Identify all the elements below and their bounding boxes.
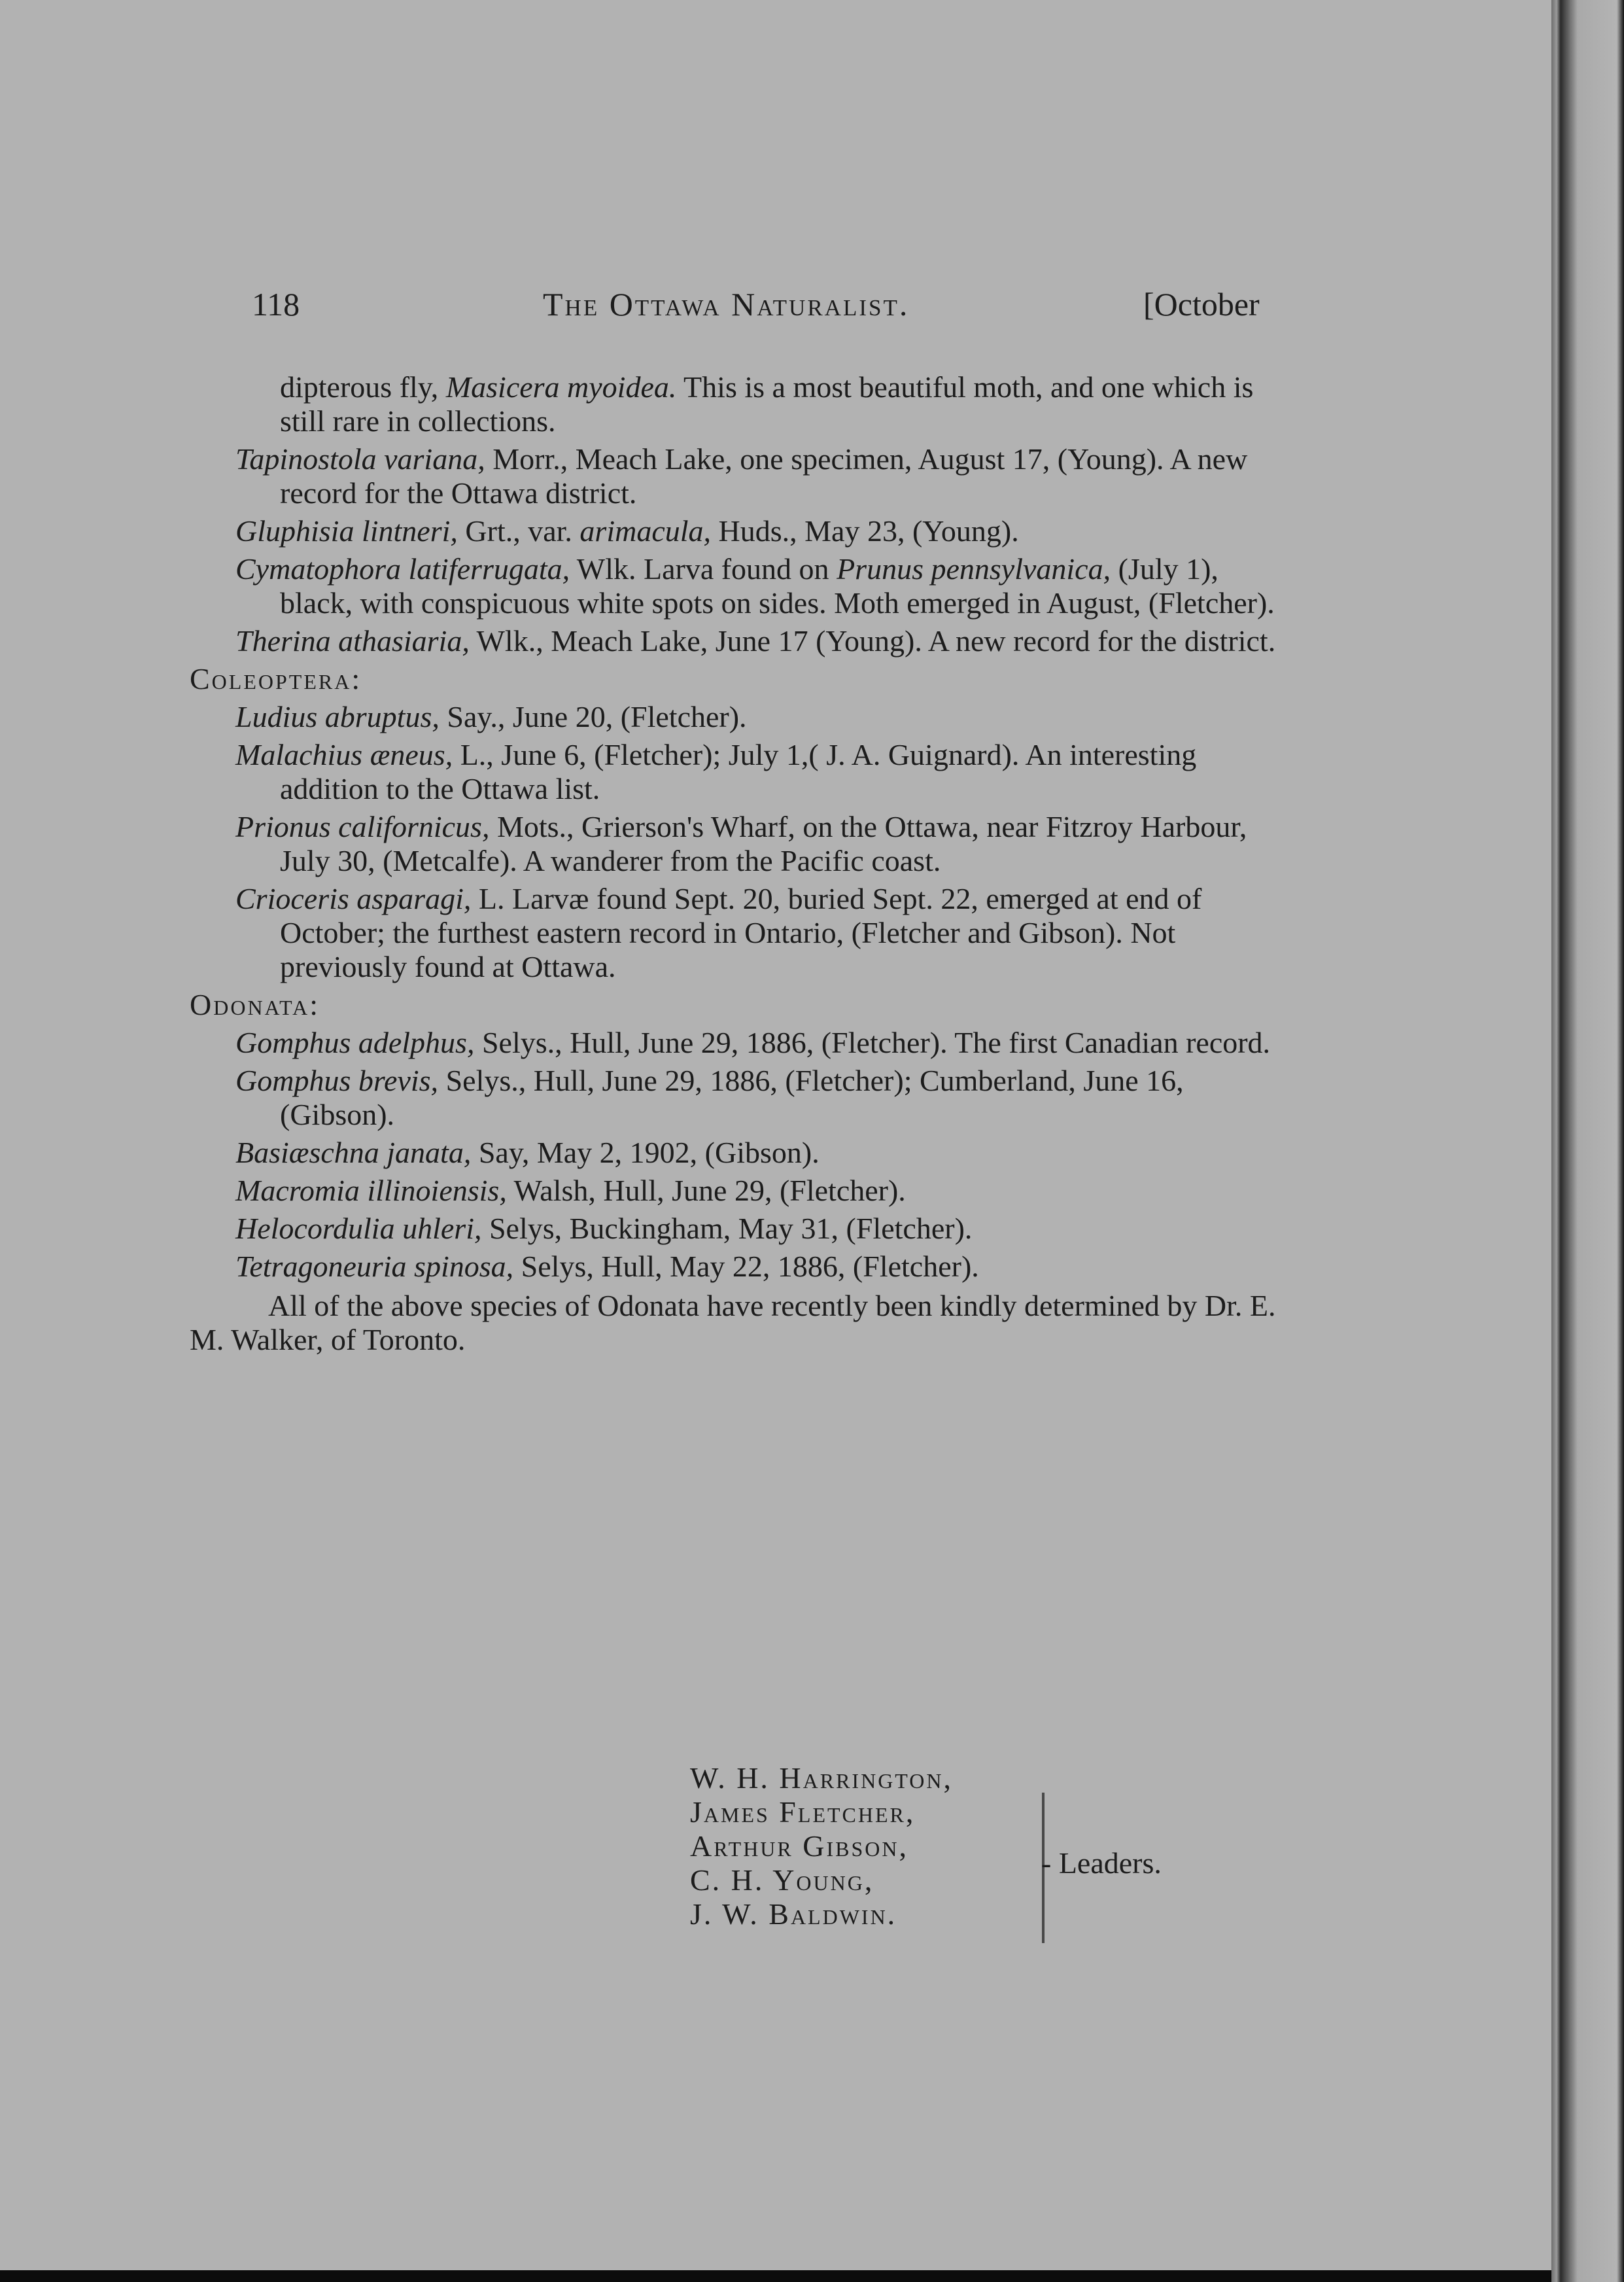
species-name: Therina athasiaria, [235, 624, 470, 658]
section-heading-coleoptera: Coleoptera: [190, 662, 362, 695]
signatory: C. H. Young, [690, 1863, 874, 1897]
species-entry: Gomphus brevis, Selys., Hull, June 29, 1886, (Fletcher); Cumberland, June 16, (Gibson). [235, 1064, 1184, 1131]
species-name: Tetragoneuria spinosa, [235, 1250, 514, 1283]
species-entry: Malachius æneus, L., June 6, (Fletcher); July 1,( J. A. Guignard). An interesting addition to the Ottawa list. [235, 738, 1197, 805]
article-body [190, 370, 1288, 1357]
leaders-label: - Leaders. [1041, 1846, 1162, 1880]
page-number: 118 [252, 286, 300, 323]
closing-paragraph: All of the above species of Odonata have recently been kindly determined by Dr. E. M. Walker, of Toronto. [190, 1289, 1276, 1356]
species-entry: Gluphisia lintneri, Grt., var. arimacula, Huds., May 23, (Young). [235, 514, 1019, 548]
species-name: Gomphus adelphus, [235, 1026, 475, 1059]
signatory: W. H. Harrington, [690, 1761, 953, 1795]
species-name: Macromia illinoiensis, [235, 1174, 507, 1207]
species-entry: Therina athasiaria, Wlk., Meach Lake, June 17 (Young). A new record for the district. [235, 624, 1276, 658]
species-name: Gomphus brevis, [235, 1064, 439, 1097]
species-entry: Macromia illinoiensis, Walsh, Hull, June 29, (Fletcher). [235, 1174, 906, 1207]
species-entry: Tapinostola variana, Morr., Meach Lake, one specimen, August 17, (Young). A new record for the Ottawa district. [235, 442, 1248, 510]
species-name: Ludius abruptus, [235, 700, 440, 733]
species-name: Crioceris asparagi, [235, 882, 472, 915]
variety-name: arimacula, [579, 514, 712, 548]
species-entry: Ludius abruptus, Say., June 20, (Fletcher). [235, 700, 747, 733]
continued-paragraph: dipterous fly, Masicera myoidea. This is a most beautiful moth, and one which is still rare in collections. [280, 370, 1254, 438]
running-head [0, 285, 1551, 331]
species-name: Tapinostola variana, [235, 442, 485, 476]
signature-block [690, 1761, 953, 1931]
species-name: Malachius æneus, [235, 738, 453, 771]
species-name: Helocordulia uhleri, [235, 1212, 482, 1245]
journal-title: The Ottawa Naturalist. [543, 286, 910, 323]
species-entry: Crioceris asparagi, L. Larvæ found Sept. 20, buried Sept. 22, emerged at end of October; the furthest eastern record in Ontario, (Fletcher and Gibson). Not previously found at Ottawa. [235, 882, 1202, 983]
signatory: James Fletcher, [690, 1795, 916, 1829]
species-name: Masicera myoidea. [445, 370, 677, 404]
species-entry: Cymatophora latiferrugata, Wlk. Larva found on Prunus pennsylvanica, (July 1), black, with conspicuous white spots on sides. Moth emerged in August, (Fletcher). [235, 552, 1275, 620]
species-entry: Tetragoneuria spinosa, Selys, Hull, May 22, 1886, (Fletcher). [235, 1250, 979, 1283]
species-entry: Helocordulia uhleri, Selys, Buckingham, May 31, (Fletcher). [235, 1212, 973, 1245]
species-name: Basiæschna janata, [235, 1136, 472, 1169]
signatory: J. W. Baldwin. [690, 1897, 897, 1931]
species-name: Cymatophora latiferrugata, [235, 552, 570, 586]
species-entry: Basiæschna janata, Say, May 2, 1902, (Gibson). [235, 1136, 820, 1169]
signatory: Arthur Gibson, [690, 1829, 908, 1863]
species-entry: Prionus californicus, Mots., Grierson's Wharf, on the Ottawa, near Fitzroy Harbour, July 30, (Metcalfe). A wanderer from the Pacific coast. [235, 810, 1247, 877]
species-entry: Gomphus adelphus, Selys., Hull, June 29, 1886, (Fletcher). The first Canadian record. [235, 1026, 1271, 1059]
species-name: Prionus californicus, [235, 810, 490, 843]
issue-month: [October [1143, 286, 1260, 323]
host-plant-name: Prunus pennsylvanica, [837, 552, 1111, 586]
species-name: Gluphisia lintneri, [235, 514, 458, 548]
section-heading-odonata: Odonata: [190, 988, 320, 1021]
book-spine-gutter [1551, 0, 1624, 2282]
